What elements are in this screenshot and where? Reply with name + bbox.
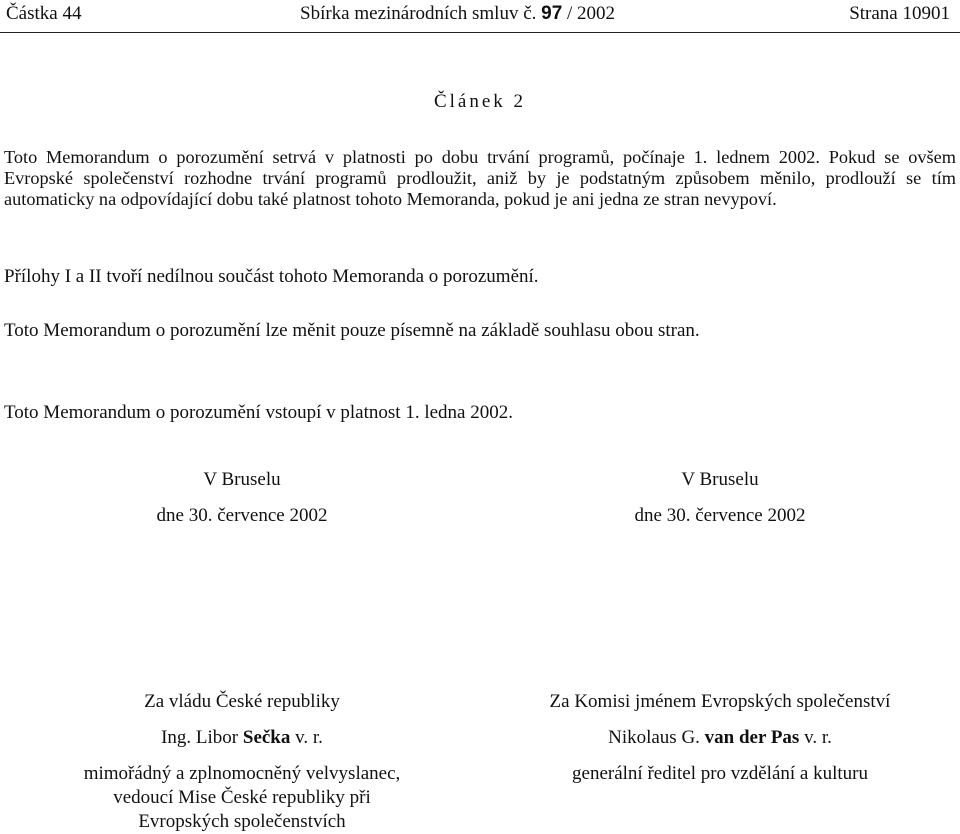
signatory-left bbox=[52, 690, 432, 834]
signatory-left-title-1: mimořádný a zplnomocněný velvyslanec, bbox=[83, 763, 401, 784]
page-number: Strana 10901 bbox=[849, 3, 950, 24]
collection-year: / 2002 bbox=[567, 3, 616, 24]
signatory-left-name: Ing. Libor Sečka v. r. bbox=[161, 727, 323, 748]
collection-label: Sbírka mezinárodních smluv č. bbox=[300, 3, 537, 24]
article-heading: Článek 2 bbox=[433, 91, 527, 112]
paragraph-amendment: Toto Memorandum o porozumění lze měnit pouze písemně na základě souhlasu obou stran. bbox=[4, 320, 700, 341]
date-left: dne 30. července 2002 bbox=[156, 505, 328, 526]
place-right: V Bruselu bbox=[681, 469, 759, 490]
part-number: Částka 44 bbox=[6, 3, 82, 24]
signatory-left-title-2: vedoucí Mise České republiky při bbox=[113, 787, 371, 808]
signatory-right-surname: van der Pas bbox=[704, 727, 800, 748]
place-left: V Bruselu bbox=[203, 469, 281, 490]
collection-title bbox=[300, 3, 615, 25]
signatory-right-title-1: generální ředitel pro vzdělání a kulturu bbox=[572, 763, 868, 784]
signing-place-right bbox=[530, 468, 910, 528]
signatory-right-for: Za Komisi jménem Evropských společenství bbox=[549, 691, 891, 712]
date-right: dne 30. července 2002 bbox=[634, 505, 806, 526]
paragraph-entry-into-force: Toto Memorandum o porozumění vstoupí v platnost 1. ledna 2002. bbox=[4, 402, 513, 423]
signing-place-left bbox=[52, 468, 432, 528]
page-header bbox=[0, 0, 960, 33]
paragraph-validity: Toto Memorandum o porozumění setrvá v platnosti po dobu trvání programů, počínaje 1. lednem 2002. Pokud se ovšem Evropské společenství rozhodne trvání programů prodloužit, aniž by je podstatným způsobem měnilo, prodlouží se tím automaticky na odpovídající dobu také platnost tohoto Memoranda, pokud je ani jedna ze stran nevypoví. bbox=[4, 147, 956, 209]
paragraph-annexes: Přílohy I a II tvoří nedílnou součást tohoto Memoranda o porozumění. bbox=[4, 266, 539, 287]
signatory-left-title-3: Evropských společenstvích bbox=[138, 811, 346, 832]
collection-number: 97 bbox=[541, 3, 563, 24]
signatory-left-surname: Sečka bbox=[242, 727, 291, 748]
signatory-right-name: Nikolaus G. van der Pas v. r. bbox=[608, 727, 832, 748]
signatory-left-for: Za vládu České republiky bbox=[144, 691, 340, 712]
signatory-right bbox=[530, 690, 910, 786]
